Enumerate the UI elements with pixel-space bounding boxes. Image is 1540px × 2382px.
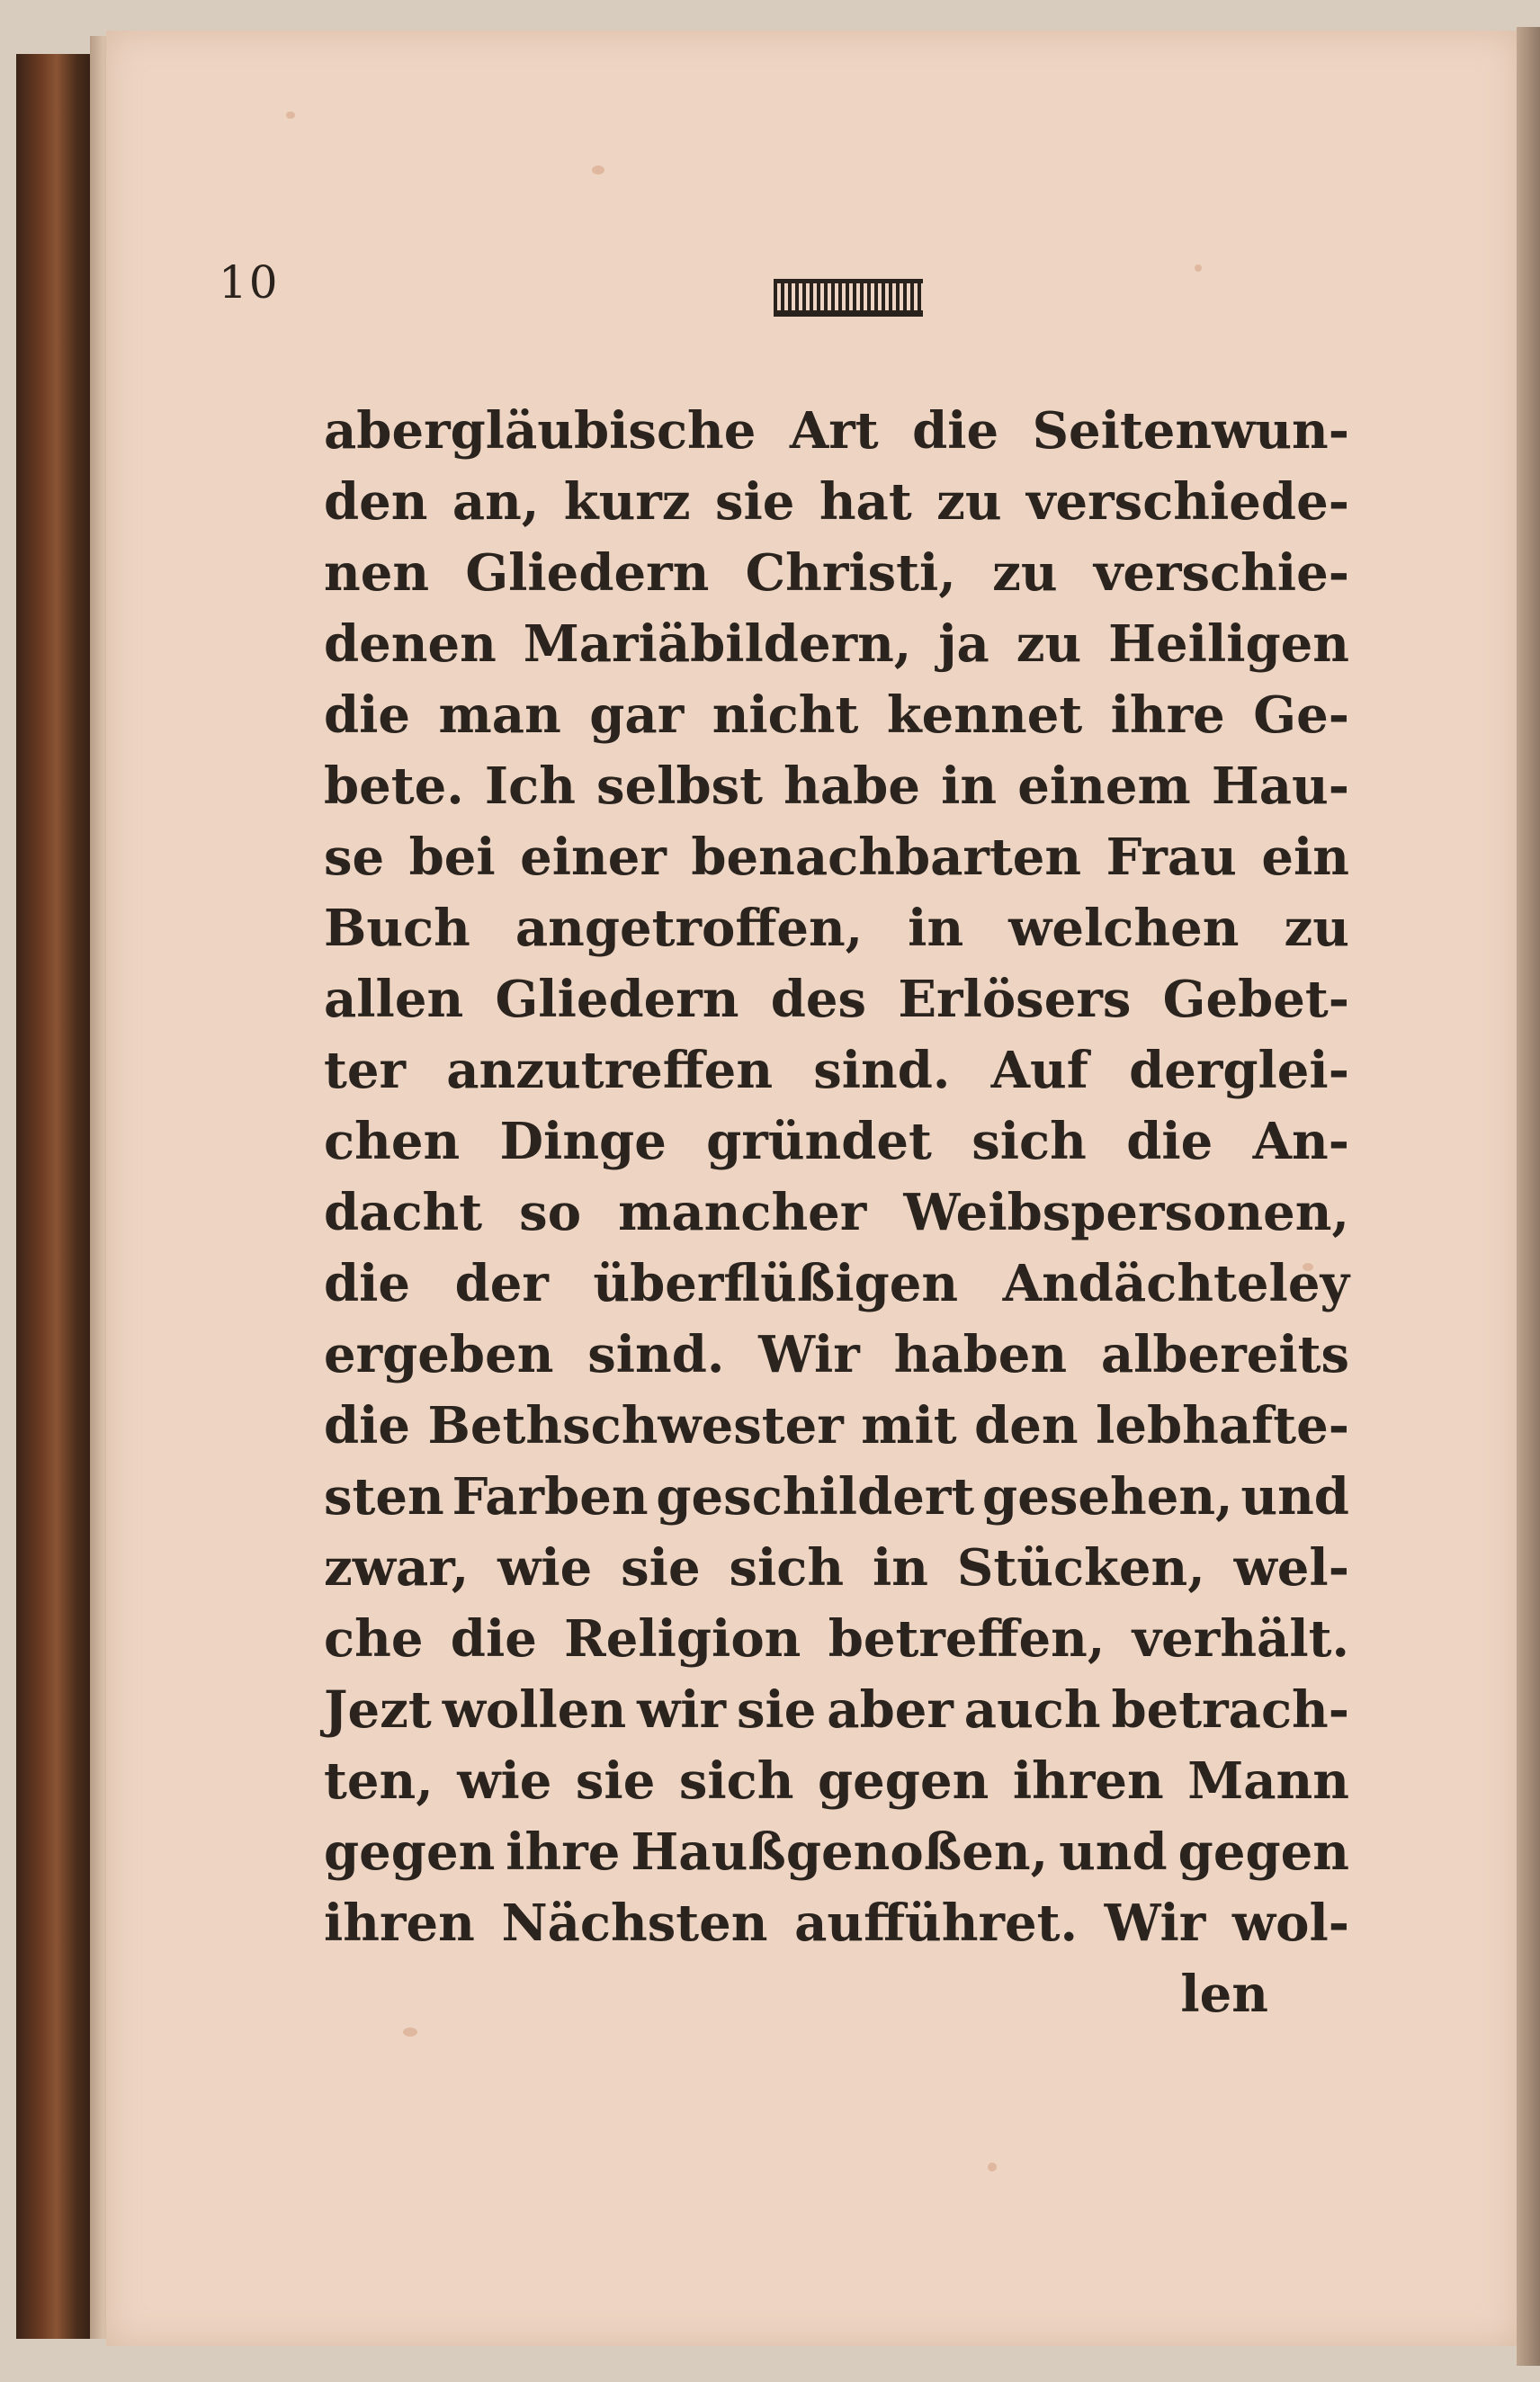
text-line bbox=[324, 1391, 1349, 1462]
word: mancher bbox=[618, 1183, 867, 1242]
word: geschildert bbox=[656, 1467, 975, 1527]
word: an, bbox=[452, 472, 540, 532]
word: überflüßigen bbox=[593, 1254, 959, 1313]
word: Andächteley bbox=[1002, 1254, 1349, 1313]
word: gar bbox=[589, 685, 685, 745]
word: verschie- bbox=[1093, 543, 1349, 603]
word: Stücken, bbox=[956, 1538, 1205, 1598]
text-line bbox=[324, 1320, 1349, 1391]
word: ihren bbox=[1012, 1751, 1164, 1811]
word: einer bbox=[520, 828, 667, 887]
paper-speckle bbox=[1195, 264, 1202, 272]
word: wie bbox=[457, 1751, 552, 1811]
word: hat bbox=[819, 472, 912, 532]
word: zu bbox=[1284, 899, 1349, 958]
word: nen bbox=[324, 543, 430, 603]
text-line bbox=[324, 1888, 1349, 1959]
word: Buch bbox=[324, 899, 470, 958]
word: betrach- bbox=[1111, 1680, 1349, 1740]
word: zwar, bbox=[324, 1538, 470, 1598]
word: ja bbox=[938, 614, 989, 674]
text-line bbox=[324, 1035, 1349, 1106]
word: den bbox=[324, 472, 428, 532]
word: Auf bbox=[990, 1041, 1088, 1100]
word: in bbox=[873, 1538, 929, 1598]
word: sich bbox=[971, 1112, 1087, 1171]
word: denen bbox=[324, 614, 497, 674]
word: aufführet. bbox=[794, 1894, 1078, 1953]
text-line bbox=[324, 1675, 1349, 1746]
text-line bbox=[324, 1106, 1349, 1178]
text-line bbox=[324, 751, 1349, 822]
word: Wir bbox=[758, 1325, 860, 1384]
text-line bbox=[324, 893, 1349, 964]
word: verhält. bbox=[1132, 1609, 1349, 1669]
word: und bbox=[1240, 1467, 1349, 1527]
word: betreffen, bbox=[828, 1609, 1106, 1669]
text-line bbox=[324, 1178, 1349, 1249]
word: des bbox=[770, 970, 867, 1029]
word: Farben bbox=[452, 1467, 649, 1527]
paper-speckle bbox=[286, 112, 295, 119]
text-line bbox=[324, 467, 1349, 538]
word: Ich bbox=[484, 757, 576, 816]
word: albereits bbox=[1100, 1325, 1349, 1384]
word: sie bbox=[715, 472, 795, 532]
word: Gebet- bbox=[1162, 970, 1349, 1029]
word: ihre bbox=[1110, 685, 1225, 745]
word: den bbox=[974, 1396, 1079, 1455]
word: Art bbox=[789, 401, 879, 461]
paper-speckle bbox=[592, 166, 604, 175]
word: die bbox=[324, 1254, 411, 1313]
word: ihre bbox=[506, 1822, 621, 1882]
word: auch bbox=[963, 1680, 1101, 1740]
word: kennet bbox=[886, 685, 1083, 745]
word: lebhafte- bbox=[1096, 1396, 1349, 1455]
header-ornament bbox=[774, 279, 923, 317]
word: dacht bbox=[324, 1183, 483, 1242]
word: zu bbox=[936, 472, 1002, 532]
word: Haußgenoßen, bbox=[631, 1822, 1049, 1882]
word: der bbox=[454, 1254, 549, 1313]
word: Gliedern bbox=[465, 543, 710, 603]
word: ein bbox=[1261, 828, 1349, 887]
word: mit bbox=[861, 1396, 957, 1455]
word: nicht bbox=[712, 685, 859, 745]
word: gesehen, bbox=[982, 1467, 1233, 1527]
word: anzutreffen bbox=[446, 1041, 774, 1100]
word: chen bbox=[324, 1112, 461, 1171]
word: sind. bbox=[813, 1041, 951, 1100]
text-line bbox=[324, 1746, 1349, 1817]
page-number: 10 bbox=[219, 256, 280, 309]
word: so bbox=[519, 1183, 582, 1242]
word: Gliedern bbox=[495, 970, 739, 1029]
word: die bbox=[324, 1396, 411, 1455]
word: und bbox=[1059, 1822, 1168, 1882]
word: Ge- bbox=[1253, 685, 1349, 745]
word: Jezt bbox=[324, 1680, 432, 1740]
word: aber bbox=[827, 1680, 954, 1740]
word: die bbox=[324, 685, 411, 745]
word: gegen bbox=[324, 1822, 496, 1882]
word: benachbarten bbox=[691, 828, 1082, 887]
word: wel- bbox=[1233, 1538, 1349, 1598]
word: Dinge bbox=[499, 1112, 667, 1171]
text-line bbox=[324, 1817, 1349, 1888]
word: haben bbox=[893, 1325, 1068, 1384]
word: allen bbox=[324, 970, 464, 1029]
body-text bbox=[324, 396, 1349, 2030]
word: Weibspersonen, bbox=[903, 1183, 1349, 1242]
catchword: len bbox=[1180, 1965, 1268, 2024]
word: Nächsten bbox=[501, 1894, 768, 1953]
word: in bbox=[908, 899, 964, 958]
word: sind. bbox=[587, 1325, 725, 1384]
word: sten bbox=[324, 1467, 444, 1527]
word: Mariäbildern, bbox=[523, 614, 912, 674]
word: sie bbox=[621, 1538, 701, 1598]
word: habe bbox=[783, 757, 920, 816]
word: ten, bbox=[324, 1751, 434, 1811]
text-line bbox=[324, 396, 1349, 467]
word: gegen bbox=[818, 1751, 989, 1811]
word: Erlösers bbox=[898, 970, 1132, 1029]
word: abergläubische bbox=[324, 401, 757, 461]
word: gründet bbox=[706, 1112, 932, 1171]
word: in bbox=[941, 757, 998, 816]
word: wir bbox=[637, 1680, 727, 1740]
word: gegen bbox=[1177, 1822, 1349, 1882]
word: sich bbox=[678, 1751, 794, 1811]
word: Bethschwester bbox=[427, 1396, 844, 1455]
word: ihren bbox=[324, 1894, 475, 1953]
word: zu bbox=[992, 543, 1058, 603]
text-line bbox=[324, 964, 1349, 1035]
book-binding bbox=[16, 54, 97, 2339]
word: wollen bbox=[442, 1680, 627, 1740]
word: Mann bbox=[1187, 1751, 1349, 1811]
text-line bbox=[324, 822, 1349, 893]
word: die bbox=[912, 401, 999, 461]
word: zu bbox=[1016, 614, 1082, 674]
word: Wir bbox=[1104, 1894, 1206, 1953]
word: die bbox=[450, 1609, 537, 1669]
page-edge-right bbox=[1517, 27, 1540, 2366]
word: se bbox=[324, 828, 385, 887]
word: wol- bbox=[1231, 1894, 1349, 1953]
text-line bbox=[324, 1604, 1349, 1675]
word: wie bbox=[497, 1538, 593, 1598]
word: man bbox=[438, 685, 561, 745]
word: Heiligen bbox=[1108, 614, 1349, 674]
word: welchen bbox=[1008, 899, 1240, 958]
word: kurz bbox=[563, 472, 691, 532]
word: ter bbox=[324, 1041, 406, 1100]
word: sich bbox=[729, 1538, 845, 1598]
paper-speckle bbox=[988, 2163, 997, 2172]
word: Christi, bbox=[745, 543, 956, 603]
text-line bbox=[324, 1249, 1349, 1320]
text-line bbox=[324, 1462, 1349, 1533]
word: Religion bbox=[564, 1609, 801, 1669]
text-line bbox=[324, 1533, 1349, 1604]
word: angetroffen, bbox=[515, 899, 864, 958]
word: ergeben bbox=[324, 1325, 554, 1384]
text-line bbox=[324, 680, 1349, 751]
word: che bbox=[324, 1609, 424, 1669]
word: selbst bbox=[596, 757, 764, 816]
word: verschiede- bbox=[1026, 472, 1349, 532]
word: bei bbox=[408, 828, 496, 887]
word: Hau- bbox=[1211, 757, 1349, 816]
word: die bbox=[1126, 1112, 1213, 1171]
word: An- bbox=[1252, 1112, 1349, 1171]
word: einem bbox=[1017, 757, 1191, 816]
word: derglei- bbox=[1129, 1041, 1349, 1100]
word: Seitenwun- bbox=[1032, 401, 1349, 461]
word: sie bbox=[575, 1751, 656, 1811]
text-line bbox=[324, 538, 1349, 609]
word: sie bbox=[736, 1680, 817, 1740]
word: Frau bbox=[1106, 828, 1237, 887]
text-line bbox=[324, 609, 1349, 680]
word: bete. bbox=[324, 757, 464, 816]
